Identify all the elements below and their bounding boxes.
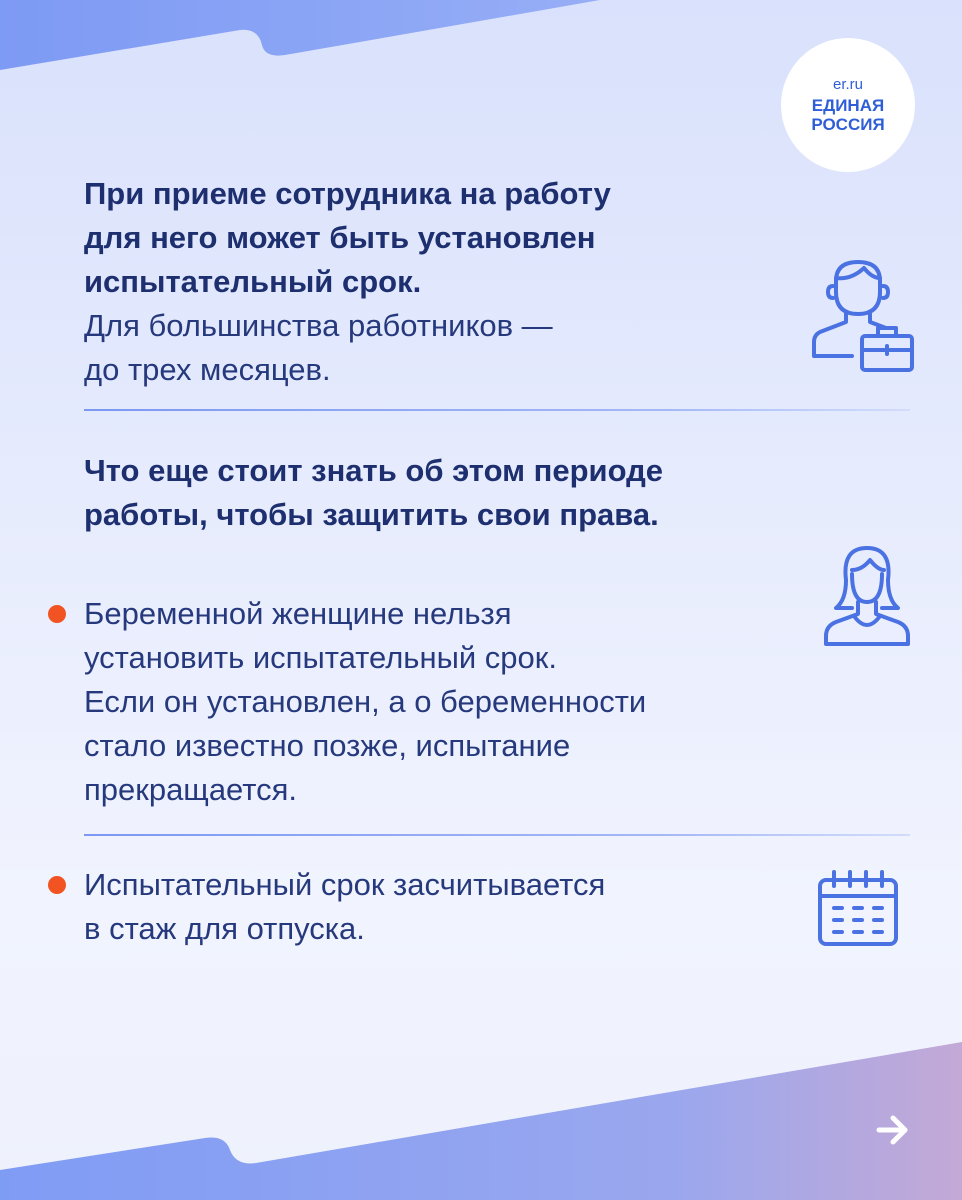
subheading-line: работы, чтобы защитить свои права. bbox=[84, 497, 659, 532]
arrow-right-icon[interactable] bbox=[875, 1113, 911, 1147]
point-2 bbox=[84, 863, 605, 951]
point-line: Беременной женщине нельзя bbox=[84, 596, 512, 631]
logo-name-line2: РОССИЯ bbox=[811, 115, 885, 134]
intro-bold-line: для него может быть установлен bbox=[84, 220, 596, 255]
point-line: Если он установлен, а о беременности bbox=[84, 684, 647, 719]
point-line: Испытательный срок засчитывается bbox=[84, 867, 606, 902]
logo-url: er.ru bbox=[832, 76, 863, 93]
point-1 bbox=[84, 592, 646, 812]
point-line: прекращается. bbox=[84, 772, 298, 807]
intro-regular-line: до трех месяцев. bbox=[84, 352, 331, 387]
intro-block bbox=[84, 172, 611, 392]
bullet-marker bbox=[48, 876, 66, 894]
intro-regular-line: Для большинства работников — bbox=[84, 308, 553, 343]
woman-icon bbox=[822, 544, 912, 648]
subheading-line: Что еще стоит знать об этом периоде bbox=[84, 453, 664, 488]
bullet-marker bbox=[48, 605, 66, 623]
logo-name-line1: ЕДИНАЯ bbox=[811, 96, 885, 115]
worker-with-briefcase-icon bbox=[806, 256, 918, 376]
divider bbox=[84, 834, 910, 836]
intro-bold-line: испытательный срок. bbox=[84, 264, 422, 299]
divider bbox=[84, 409, 910, 411]
calendar-icon bbox=[816, 868, 900, 948]
point-line: в стаж для отпуска. bbox=[84, 911, 365, 946]
subheading bbox=[84, 449, 663, 537]
point-line: установить испытательный срок. bbox=[84, 640, 557, 675]
point-line: стало известно позже, испытание bbox=[84, 728, 571, 763]
party-logo bbox=[781, 38, 915, 172]
intro-bold-line: При приеме сотрудника на работу bbox=[84, 176, 611, 211]
